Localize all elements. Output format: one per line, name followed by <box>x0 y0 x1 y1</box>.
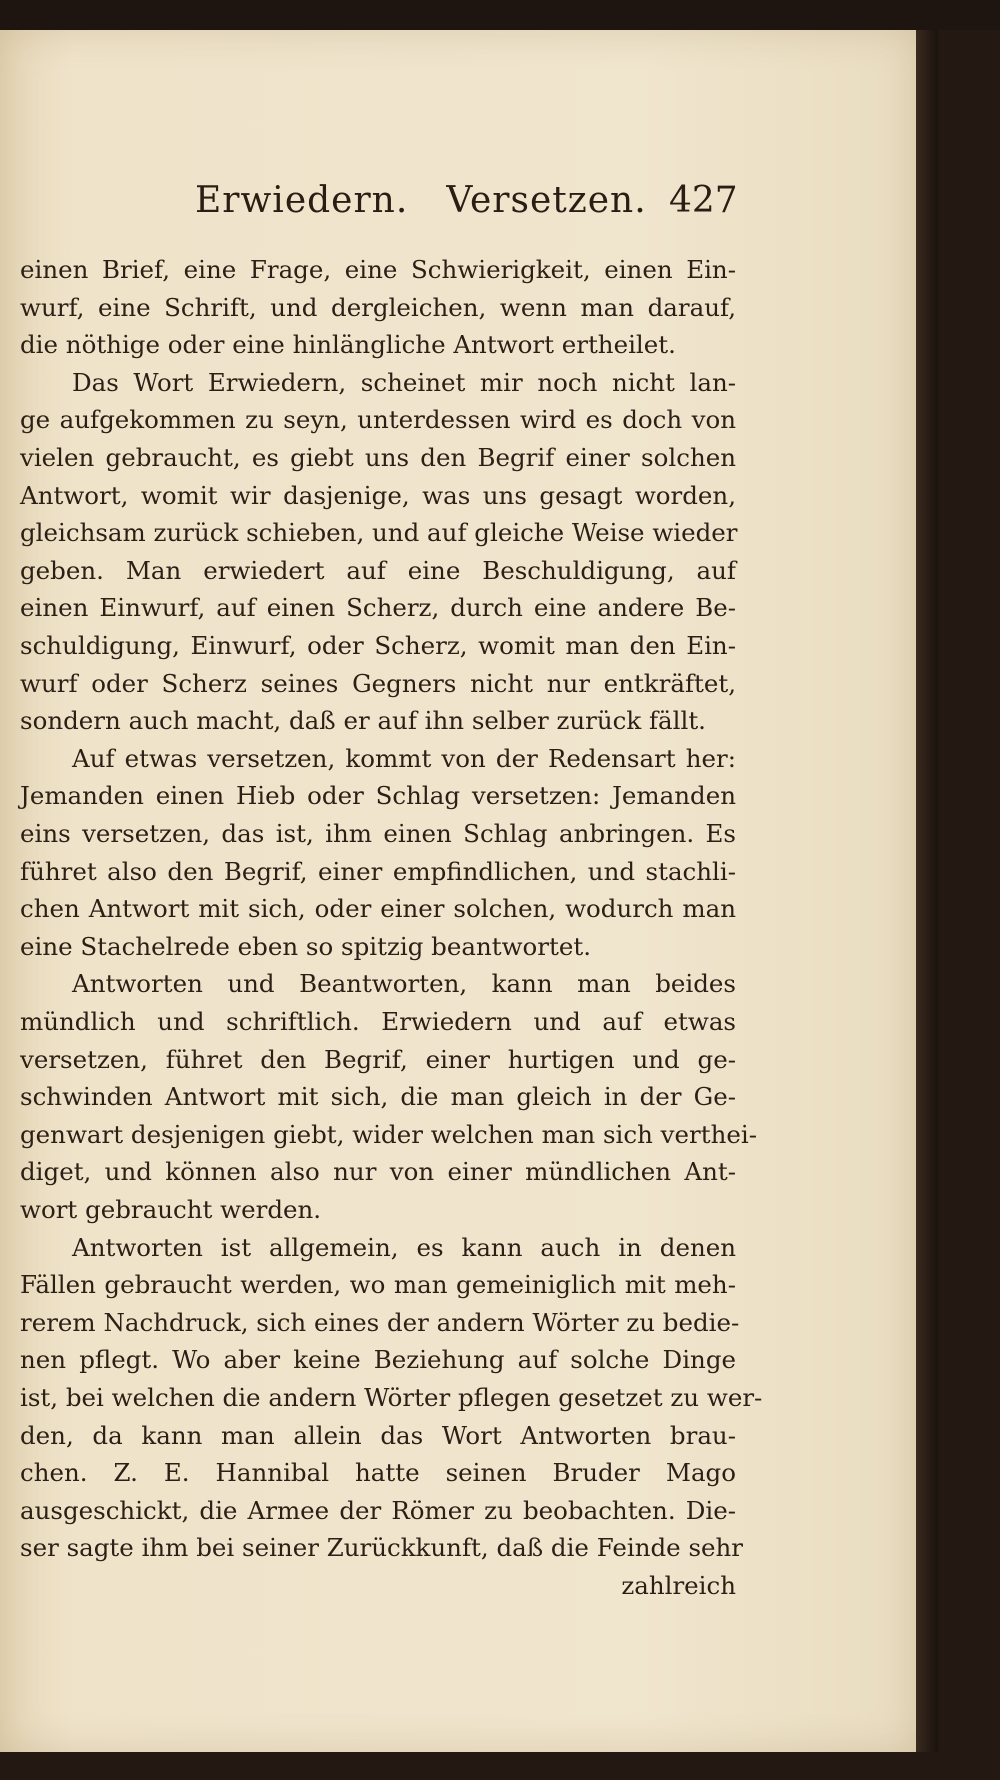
running-head-word-2: Versetzen. <box>446 180 647 221</box>
text-line: ausgeschickt, die Armee der Römer zu beobachten. Die- <box>20 1495 736 1525</box>
text-line: wort gebraucht werden. <box>20 1195 322 1224</box>
text-line: mündlich und schriftlich. Erwiedern und auf etwas <box>20 1007 736 1036</box>
text-line: eine Stachelrede eben so spitzig beantwortet. <box>20 931 591 961</box>
running-head-word-1: Erwiedern. <box>195 180 409 221</box>
text-line: gleichsam zurück schieben, und auf gleiche Weise wieder <box>20 518 738 548</box>
text-line: schwinden Antwort mit sich, die man gleich in der Ge- <box>20 1082 736 1112</box>
text-line: Antworten ist allgemein, es kann auch in denen <box>72 1232 736 1262</box>
text-line: Antwort, womit wir dasjenige, was uns gesagt worden, <box>20 480 736 510</box>
spine-shadow <box>916 30 938 1752</box>
text-line: ge aufgekommen zu seyn, unterdessen wird es doch von <box>20 405 736 435</box>
text-line: schuldigung, Einwurf, oder Scherz, womit man den Ein- <box>20 631 736 660</box>
text-line: eins versetzen, das ist, ihm einen Schlag anbringen. Es <box>20 819 736 848</box>
text-line: nen pflegt. Wo aber keine Beziehung auf solche Dinge <box>20 1345 736 1375</box>
text-line: sondern auch macht, daß er auf ihn selber zurück fällt. <box>20 706 706 736</box>
text-line: vielen gebraucht, es giebt uns den Begrif einer solchen <box>20 443 736 472</box>
text-line: den, da kann man allein das Wort Antworten brau- <box>20 1420 736 1450</box>
text-line: führet also den Begrif, einer empfindlichen, und stachli- <box>20 856 736 886</box>
text-line: ist, bei welchen die andern Wörter pflegen gesetzet zu wer- <box>20 1383 763 1412</box>
running-head-title <box>195 180 647 221</box>
text-line: Jemanden einen Hieb oder Schlag versetzen: Jemanden <box>20 781 736 811</box>
page-number: 427 <box>669 180 738 221</box>
text-line: versetzen, führet den Begrif, einer hurtigen und ge- <box>20 1044 736 1074</box>
running-head <box>195 180 738 230</box>
text-line: wurf oder Scherz seines Gegners nicht nur entkräftet, <box>20 668 736 698</box>
text-line: Das Wort Erwiedern, scheinet mir noch nicht lan- <box>72 367 736 397</box>
text-line: chen. Z. E. Hannibal hatte seinen Bruder Mago <box>20 1458 736 1488</box>
text-line: Antworten und Beantworten, kann man beides <box>72 969 736 999</box>
text-line: die nöthige oder eine hinlängliche Antwort ertheilet. <box>20 330 676 360</box>
text-line: diget, und können also nur von einer mündlichen Ant- <box>20 1157 736 1187</box>
text-line: Fällen gebraucht werden, wo man gemeiniglich mit meh- <box>20 1270 736 1300</box>
text-line: rerem Nachdruck, sich eines der andern Wörter zu bedie- <box>20 1307 740 1337</box>
text-line: einen Brief, eine Frage, eine Schwierigkeit, einen Ein- <box>20 255 736 284</box>
catchword: zahlreich <box>621 1571 736 1600</box>
top-edge <box>0 0 1000 30</box>
text-line: ser sagte ihm bei seiner Zurückkunft, daß die Feinde sehr <box>20 1533 744 1563</box>
text-line: wurf, eine Schrift, und dergleichen, wenn man darauf, <box>20 292 736 322</box>
text-line: geben. Man erwiedert auf eine Beschuldigung, auf <box>20 555 736 585</box>
text-line: genwart desjenigen giebt, wider welchen man sich verthei- <box>20 1119 757 1149</box>
text-line: einen Einwurf, auf einen Scherz, durch eine andere Be- <box>20 593 736 623</box>
text-line: Auf etwas versetzen, kommt von der Redensart her: <box>72 743 736 773</box>
text-line: chen Antwort mit sich, oder einer solchen, wodurch man <box>20 894 736 924</box>
